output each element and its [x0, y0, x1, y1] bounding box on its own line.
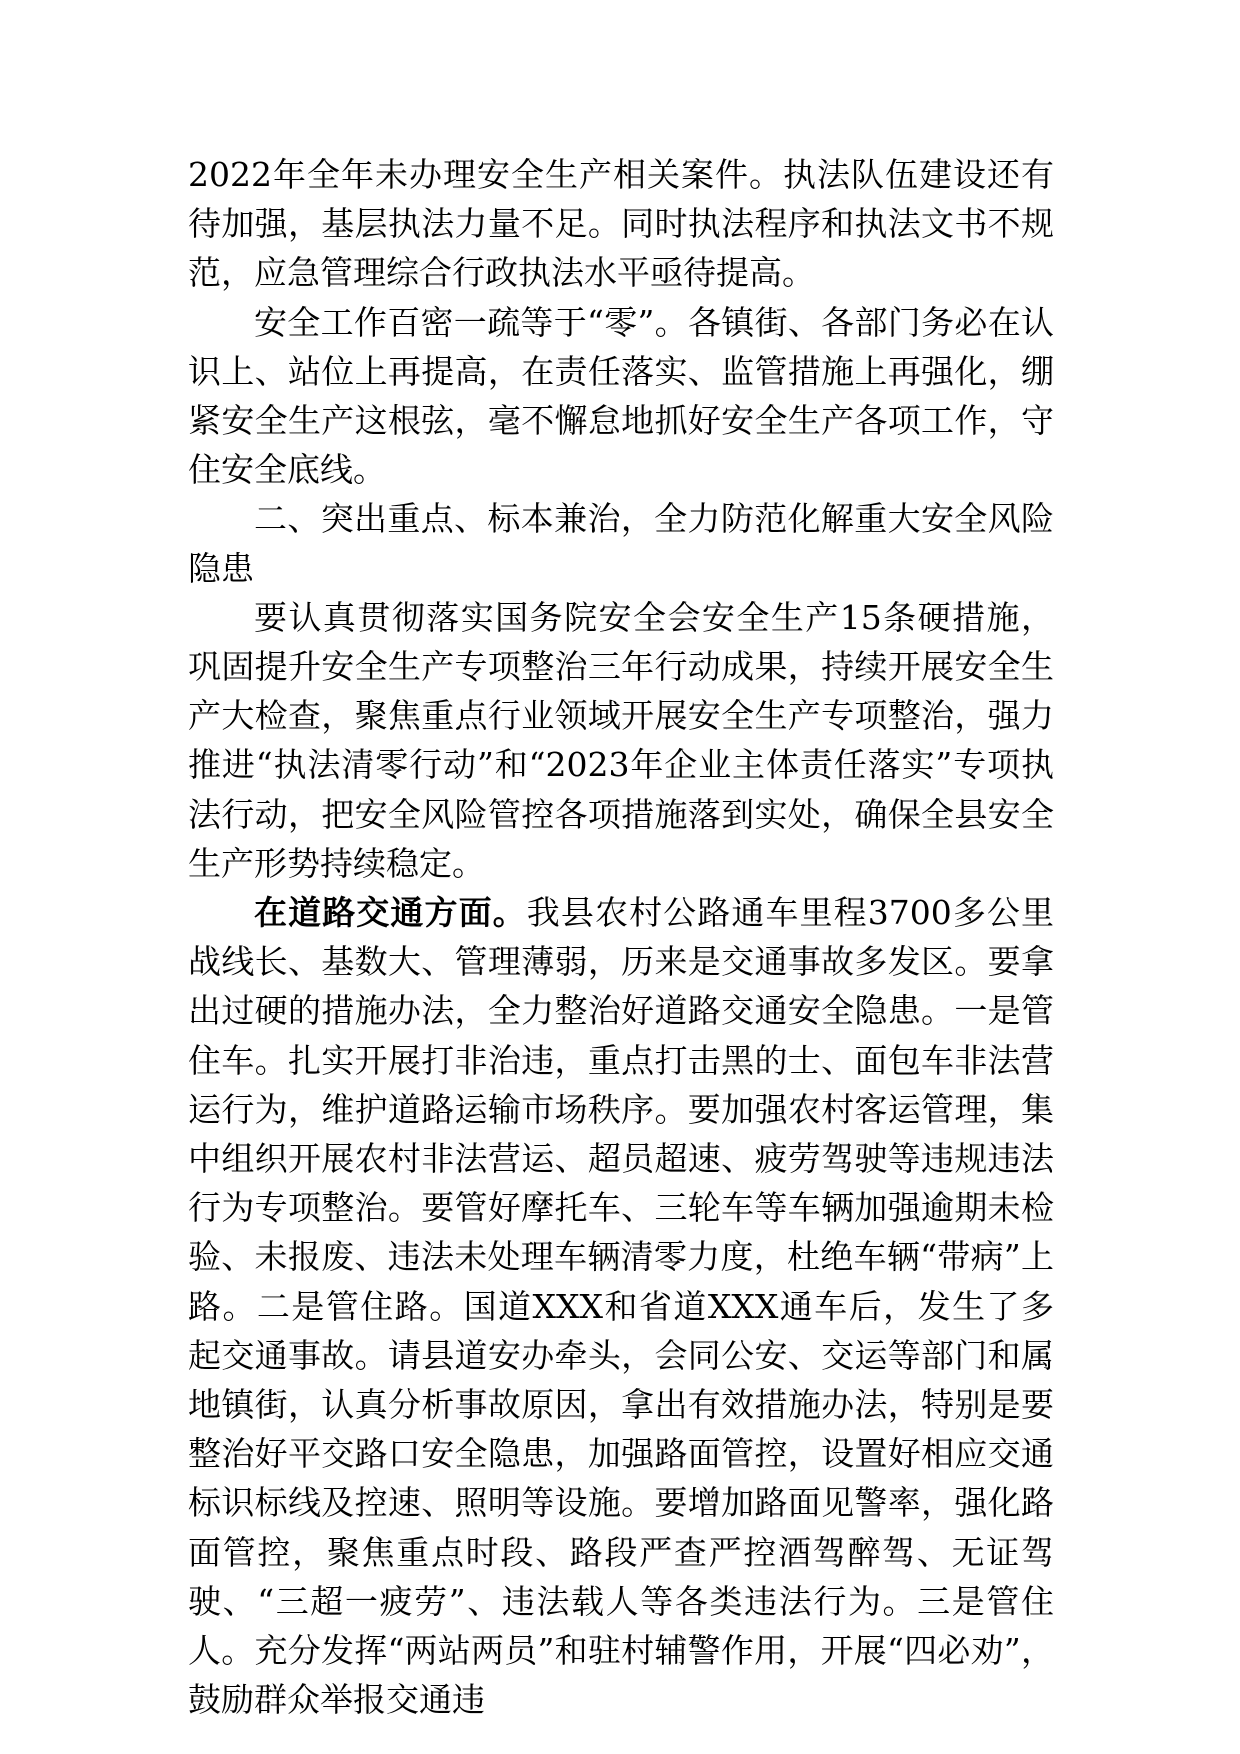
section-heading-text: 二、突出重点、标本兼治，全力防范化解重大安全风险隐患	[188, 499, 1054, 588]
paragraph-2-text: 安全工作百密一疏等于“零”。各镇街、各部门务必在认识上、站位上再提高，在责任落实、监管措施上再强化，绷紧安全生产这根弦，毫不懈怠地抓好安全生产各项工作，守住安全底线。	[188, 302, 1054, 490]
paragraph-1	[188, 150, 1054, 298]
paragraph-5	[188, 888, 1054, 1724]
paragraph-1-text: 2022年全年未办理安全生产相关案件。执法队伍建设还有待加强，基层执法力量不足。同时执法程序和执法文书不规范，应急管理综合行政执法水平亟待提高。	[188, 155, 1054, 293]
document-page	[188, 150, 1054, 1725]
paragraph-5-text: 我县农村公路通车里程3700多公里战线长、基数大、管理薄弱，历来是交通事故多发区。要拿出过硬的措施办法，全力整治好道路交通安全隐患。一是管住车。扎实开展打非治违，重点打击黑的士、面包车非法营运行为，维护道路运输市场秩序。要加强农村客运管理，集中组织开展农村非法营运、超员超速、疲劳驾驶等违规违法行为专项整治。要管好摩托车、三轮车等车辆加强逾期未检验、未报废、违法未处理车辆清零力度，杜绝车辆“带病”上路。二是管住路。国道XXX和省道XXX通车后，发生了多起交通事故。请县道安办牵头，会同公安、交运等部门和属地镇街，认真分析事故原因，拿出有效措施办法，特别是要整治好平交路口安全隐患，加强路面管控，设置好相应交通标识标线及控速、照明等设施。要增加路面见警率，强化路面管控，聚焦重点时段、路段严查严控酒驾醉驾、无证驾驶、“三超一疲劳”、违法载人等各类违法行为。三是管住人。充分发挥“两站两员”和驻村辅警作用，开展“四必劝”，鼓励群众举报交通违	[188, 893, 1055, 1720]
paragraph-2	[188, 298, 1054, 495]
paragraph-5-lead: 在道路交通方面。	[254, 893, 527, 933]
paragraph-4-text: 要认真贯彻落实国务院安全会安全生产15条硬措施，巩固提升安全生产专项整治三年行动成果，持续开展安全生产大检查，聚焦重点行业领域开展安全生产专项整治，强力推进“执法清零行动”和“2023年企业主体责任落实”专项执法行动，把安全风险管控各项措施落到实处，确保全县安全生产形势持续稳定。	[188, 597, 1054, 883]
paragraph-4	[188, 593, 1054, 888]
section-heading	[188, 494, 1054, 592]
